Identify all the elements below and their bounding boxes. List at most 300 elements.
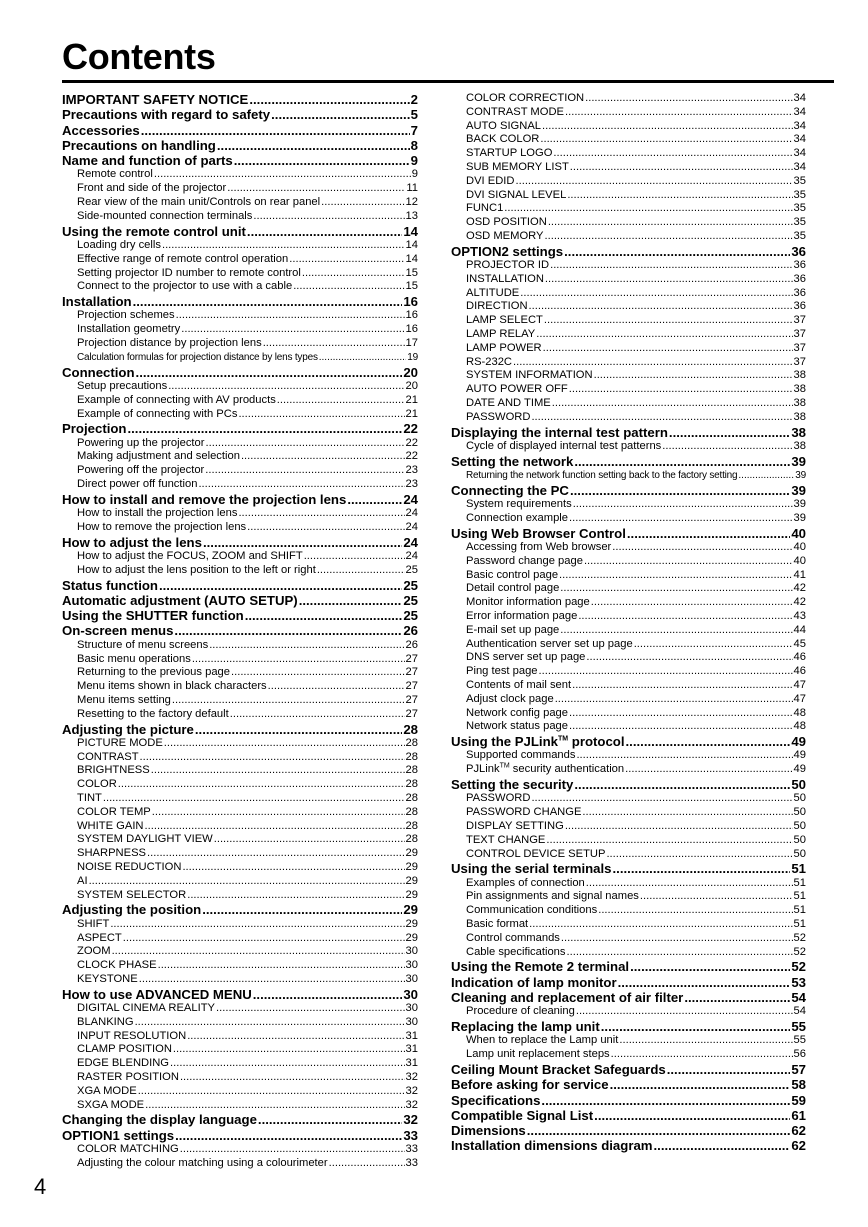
toc-section-entry[interactable] xyxy=(451,959,806,974)
toc-subsection-entry[interactable] xyxy=(62,806,418,820)
toc-section-entry[interactable] xyxy=(62,902,418,917)
toc-entry-title: RASTER POSITION xyxy=(77,1070,179,1083)
toc-subsection-entry[interactable] xyxy=(451,287,806,301)
toc-section-entry[interactable] xyxy=(62,107,418,122)
toc-section-entry[interactable] xyxy=(451,1077,806,1092)
toc-subsection-entry[interactable] xyxy=(62,764,418,778)
toc-section-entry[interactable] xyxy=(451,244,806,259)
toc-section-entry[interactable] xyxy=(451,1062,806,1077)
toc-subsection-entry[interactable] xyxy=(62,1057,418,1071)
toc-section-entry[interactable] xyxy=(451,483,806,498)
toc-entry-page: 5 xyxy=(410,107,418,123)
toc-subsection-entry[interactable] xyxy=(62,408,418,422)
toc-subsection-entry[interactable] xyxy=(62,833,418,847)
toc-section-entry[interactable] xyxy=(62,1128,418,1143)
toc-entry-page: 52 xyxy=(791,959,806,975)
toc-subsection-entry[interactable] xyxy=(62,918,418,932)
dot-leader xyxy=(561,932,793,946)
dot-leader xyxy=(172,694,405,708)
toc-subsection-entry[interactable] xyxy=(451,610,806,624)
dot-leader xyxy=(613,861,791,876)
toc-entry-page: 38 xyxy=(793,410,806,423)
toc-entry-title: Using the remote control unit xyxy=(62,223,246,239)
toc-subsection-entry[interactable] xyxy=(451,624,806,638)
toc-entry-title: Setting projector ID number to remote control xyxy=(77,266,301,279)
toc-subsection-entry[interactable] xyxy=(62,751,418,765)
toc-subsection-entry[interactable] xyxy=(451,932,806,946)
dot-leader xyxy=(684,990,790,1005)
toc-subsection-entry[interactable] xyxy=(451,133,806,147)
dot-leader xyxy=(584,555,793,569)
dot-leader xyxy=(245,608,403,623)
dot-leader xyxy=(546,834,792,848)
toc-subsection-entry[interactable] xyxy=(451,314,806,328)
dot-leader xyxy=(560,624,792,638)
toc-subsection-entry[interactable] xyxy=(62,1157,418,1171)
toc-section-entry[interactable] xyxy=(62,722,418,737)
dot-leader xyxy=(249,92,409,107)
toc-subsection-entry[interactable] xyxy=(62,323,418,337)
toc-entry-title: Using the serial terminals xyxy=(451,861,612,877)
toc-entry-page: 32 xyxy=(403,1112,418,1128)
toc-entry-page: 9 xyxy=(410,153,418,169)
toc-entry-title: Resetting to the factory default xyxy=(77,707,229,720)
toc-subsection-entry[interactable] xyxy=(451,92,806,106)
toc-subsection-entry[interactable] xyxy=(62,182,418,196)
toc-subsection-entry[interactable] xyxy=(62,437,418,451)
toc-subsection-entry[interactable] xyxy=(62,820,418,834)
toc-entry-title: BACK COLOR xyxy=(466,133,540,146)
dot-leader xyxy=(564,244,790,259)
toc-subsection-entry[interactable] xyxy=(62,351,418,365)
dot-leader xyxy=(158,959,405,973)
toc-entry-page: 21 xyxy=(405,407,418,420)
toc-subsection-entry[interactable] xyxy=(451,328,806,342)
dot-leader xyxy=(258,1112,402,1127)
toc-subsection-entry[interactable] xyxy=(451,918,806,932)
dot-leader xyxy=(103,792,405,806)
dot-leader xyxy=(205,464,404,478)
toc-entry-page: 54 xyxy=(793,1005,806,1018)
toc-section-entry[interactable] xyxy=(451,734,806,749)
toc-section-entry[interactable] xyxy=(62,123,418,138)
dot-leader xyxy=(520,287,792,301)
dot-leader xyxy=(667,1062,791,1077)
toc-subsection-entry[interactable] xyxy=(62,464,418,478)
toc-subsection-entry[interactable] xyxy=(451,693,806,707)
toc-subsection-entry[interactable] xyxy=(62,792,418,806)
toc-subsection-entry[interactable] xyxy=(62,959,418,973)
toc-entry-title: Authentication server set up page xyxy=(466,637,633,650)
toc-subsection-entry[interactable] xyxy=(451,216,806,230)
toc-entry-page: 7 xyxy=(410,122,418,138)
toc-section-entry[interactable] xyxy=(62,421,418,436)
toc-section-entry[interactable] xyxy=(62,365,418,380)
toc-entry-title: DATE AND TIME xyxy=(466,397,551,410)
dot-leader xyxy=(151,764,405,778)
toc-section-entry[interactable] xyxy=(451,990,806,1005)
toc-entry-title: DVI SIGNAL LEVEL xyxy=(466,188,567,201)
dot-leader xyxy=(738,469,794,483)
toc-subsection-entry[interactable] xyxy=(62,507,418,521)
toc-subsection-entry[interactable] xyxy=(62,309,418,323)
toc-entry-page: 24 xyxy=(403,534,418,550)
dot-leader xyxy=(542,120,793,134)
toc-subsection-entry[interactable] xyxy=(451,596,806,610)
toc-entry-title: BRIGHTNESS xyxy=(77,764,150,777)
toc-subsection-entry[interactable] xyxy=(451,147,806,161)
toc-entry-page: 49 xyxy=(793,749,806,762)
dot-leader xyxy=(329,1157,405,1171)
toc-subsection-entry[interactable] xyxy=(62,1030,418,1044)
toc-subsection-entry[interactable] xyxy=(62,932,418,946)
toc-subsection-entry[interactable] xyxy=(451,1048,806,1062)
toc-entry-page: 28 xyxy=(405,792,418,805)
toc-subsection-entry[interactable] xyxy=(451,569,806,583)
toc-entry-page: 32 xyxy=(405,1070,418,1083)
toc-entry-page: 49 xyxy=(793,763,806,776)
toc-subsection-entry[interactable] xyxy=(451,582,806,596)
toc-section-entry[interactable] xyxy=(451,777,806,792)
toc-entry-title: Returning the network function setting back to the factory setting xyxy=(466,470,738,482)
toc-subsection-entry[interactable] xyxy=(62,196,418,210)
toc-subsection-entry[interactable] xyxy=(451,411,806,425)
toc-subsection-entry[interactable] xyxy=(451,356,806,370)
toc-section-entry[interactable] xyxy=(62,535,418,550)
dot-leader xyxy=(154,168,411,182)
toc-subsection-entry[interactable] xyxy=(451,763,806,777)
toc-entry-page: 33 xyxy=(405,1142,418,1155)
toc-subsection-entry[interactable] xyxy=(62,889,418,903)
toc-subsection-entry[interactable] xyxy=(451,720,806,734)
toc-subsection-entry[interactable] xyxy=(451,904,806,918)
toc-section-entry[interactable] xyxy=(451,975,806,990)
toc-section-entry[interactable] xyxy=(451,1093,806,1108)
dot-leader xyxy=(174,623,402,638)
toc-subsection-entry[interactable] xyxy=(62,680,418,694)
toc-entry-page: 29 xyxy=(405,861,418,874)
toc-entry-title: Connection xyxy=(62,364,135,380)
toc-entry-title: COLOR MATCHING xyxy=(77,1142,179,1155)
dot-leader xyxy=(598,904,792,918)
toc-subsection-entry[interactable] xyxy=(451,259,806,273)
toc-subsection-entry[interactable] xyxy=(451,890,806,904)
toc-section-entry[interactable] xyxy=(451,425,806,440)
toc-subsection-entry[interactable] xyxy=(62,564,418,578)
toc-subsection-entry[interactable] xyxy=(62,1016,418,1030)
toc-subsection-entry[interactable] xyxy=(451,749,806,763)
dot-leader xyxy=(627,526,790,541)
toc-entry-page: 51 xyxy=(793,904,806,917)
dot-leader xyxy=(138,1085,405,1099)
toc-subsection-entry[interactable] xyxy=(62,861,418,875)
toc-subsection-entry[interactable] xyxy=(62,1143,418,1157)
toc-section-entry[interactable] xyxy=(62,608,418,623)
dot-leader xyxy=(625,763,792,777)
toc-subsection-entry[interactable] xyxy=(451,541,806,555)
toc-entry-page: 29 xyxy=(403,902,418,918)
toc-entry-title: Adjusting the position xyxy=(62,902,202,918)
toc-entry-title: Installation xyxy=(62,294,132,310)
toc-subsection-entry[interactable] xyxy=(62,1099,418,1113)
toc-subsection-entry[interactable] xyxy=(451,512,806,526)
toc-entry-page: 14 xyxy=(403,223,418,239)
toc-subsection-entry[interactable] xyxy=(62,239,418,253)
toc-subsection-entry[interactable] xyxy=(451,202,806,216)
toc-subsection-entry[interactable] xyxy=(451,273,806,287)
toc-subsection-entry[interactable] xyxy=(62,847,418,861)
dot-leader xyxy=(234,153,410,168)
toc-entry-page: 15 xyxy=(405,266,418,279)
toc-subsection-entry[interactable] xyxy=(62,1085,418,1099)
dot-leader xyxy=(217,138,410,153)
toc-entry-title: Calculation formulas for projection distance by lens types xyxy=(77,351,318,363)
toc-entry-page: 51 xyxy=(793,876,806,889)
toc-subsection-entry[interactable] xyxy=(62,380,418,394)
toc-subsection-entry[interactable] xyxy=(62,337,418,351)
toc-subsection-entry[interactable] xyxy=(451,638,806,652)
toc-entry-title: LAMP POWER xyxy=(466,341,542,354)
toc-entry-title: Status function xyxy=(62,577,158,593)
toc-subsection-entry[interactable] xyxy=(451,792,806,806)
toc-section-entry[interactable] xyxy=(451,1123,806,1138)
toc-entry-title: Rear view of the main unit/Controls on rear panel xyxy=(77,196,321,209)
toc-entry-page: 49 xyxy=(791,734,806,750)
toc-subsection-entry[interactable] xyxy=(62,478,418,492)
toc-entry-page: 57 xyxy=(791,1061,806,1077)
toc-subsection-entry[interactable] xyxy=(451,383,806,397)
toc-section-entry[interactable] xyxy=(451,1138,806,1153)
dot-leader xyxy=(619,1034,792,1048)
dot-leader xyxy=(140,751,405,765)
toc-subsection-entry[interactable] xyxy=(62,280,418,294)
toc-section-entry[interactable] xyxy=(62,578,418,593)
toc-entry-page: 12 xyxy=(405,196,418,209)
trademark-superscript: TM xyxy=(557,735,569,743)
dot-leader xyxy=(576,749,792,763)
toc-section-entry[interactable] xyxy=(451,526,806,541)
toc-entry-page: 53 xyxy=(791,974,806,990)
toc-entry-page: 46 xyxy=(793,665,806,678)
toc-subsection-entry[interactable] xyxy=(451,820,806,834)
toc-entry-page: 40 xyxy=(793,541,806,553)
toc-subsection-entry[interactable] xyxy=(62,267,418,281)
dot-leader xyxy=(175,1128,402,1143)
toc-entry-title: Returning to the previous page xyxy=(77,666,230,679)
toc-section-entry[interactable] xyxy=(62,138,418,153)
toc-subsection-entry[interactable] xyxy=(62,778,418,792)
toc-entry-page: 28 xyxy=(403,721,418,737)
dot-leader xyxy=(277,394,405,408)
toc-subsection-entry[interactable] xyxy=(451,806,806,820)
toc-section-entry[interactable] xyxy=(62,92,418,107)
dot-leader xyxy=(263,337,405,351)
toc-subsection-entry[interactable] xyxy=(451,469,806,483)
toc-entry-page: 28 xyxy=(405,819,418,832)
toc-subsection-entry[interactable] xyxy=(62,1043,418,1057)
dot-leader xyxy=(544,314,793,328)
toc-section-entry[interactable] xyxy=(62,224,418,239)
toc-subsection-entry[interactable] xyxy=(451,300,806,314)
toc-section-entry[interactable] xyxy=(62,153,418,168)
toc-entry-title: Specifications xyxy=(451,1092,541,1108)
toc-subsection-entry[interactable] xyxy=(62,1002,418,1016)
toc-entry-title: Changing the display language xyxy=(62,1112,257,1128)
toc-subsection-entry[interactable] xyxy=(451,834,806,848)
dot-leader xyxy=(139,973,405,987)
toc-subsection-entry[interactable] xyxy=(62,639,418,653)
toc-entry-page: 14 xyxy=(405,252,418,265)
toc-subsection-entry[interactable] xyxy=(451,1005,806,1019)
toc-entry-title: OPTION2 settings xyxy=(451,243,564,259)
toc-entry-title: COLOR CORRECTION xyxy=(466,92,585,104)
toc-entry-title: CONTRAST MODE xyxy=(466,105,564,118)
dot-leader xyxy=(181,323,404,337)
toc-entry-title: DNS server set up page xyxy=(466,651,586,664)
toc-subsection-entry[interactable] xyxy=(451,342,806,356)
toc-subsection-entry[interactable] xyxy=(62,737,418,751)
toc-subsection-entry[interactable] xyxy=(451,679,806,693)
toc-entry-page: 30 xyxy=(405,959,418,972)
toc-subsection-entry[interactable] xyxy=(62,945,418,959)
dot-leader xyxy=(560,582,792,596)
toc-subsection-entry[interactable] xyxy=(62,210,418,224)
dot-leader xyxy=(135,1016,405,1030)
toc-subsection-entry[interactable] xyxy=(62,653,418,667)
toc-section-entry[interactable] xyxy=(451,861,806,876)
toc-entry-title: SHARPNESS xyxy=(77,847,147,860)
toc-section-entry[interactable] xyxy=(62,1112,418,1127)
toc-section-entry[interactable] xyxy=(451,1019,806,1034)
dot-leader xyxy=(170,1057,405,1071)
toc-entry-title: TINT xyxy=(77,792,102,805)
toc-entry-title: SUB MEMORY LIST xyxy=(466,160,569,173)
toc-subsection-entry[interactable] xyxy=(451,230,806,244)
toc-subsection-entry[interactable] xyxy=(451,369,806,383)
toc-entry-title: Powering up the projector xyxy=(77,436,205,449)
toc-entry-page: 30 xyxy=(405,1002,418,1014)
toc-section-entry[interactable] xyxy=(451,1108,806,1123)
dot-leader xyxy=(319,351,407,365)
toc-entry-page: 35 xyxy=(793,229,806,242)
dot-leader xyxy=(230,708,405,722)
toc-subsection-entry[interactable] xyxy=(451,161,806,175)
dot-leader xyxy=(567,946,793,960)
toc-entry-page: 51 xyxy=(793,890,806,903)
toc-entry-page: 47 xyxy=(793,692,806,705)
toc-section-entry[interactable] xyxy=(62,492,418,507)
toc-entry-page: 24 xyxy=(403,491,418,507)
toc-entry-title: Making adjustment and selection xyxy=(77,450,240,463)
toc-entry-title: INPUT RESOLUTION xyxy=(77,1029,187,1042)
toc-subsection-entry[interactable] xyxy=(451,946,806,960)
dot-leader xyxy=(541,1093,790,1108)
toc-entry-page: 27 xyxy=(405,652,418,665)
toc-subsection-entry[interactable] xyxy=(451,1034,806,1048)
toc-entry-page: 39 xyxy=(795,470,806,482)
toc-subsection-entry[interactable] xyxy=(62,973,418,987)
toc-section-entry[interactable] xyxy=(62,294,418,309)
dot-leader xyxy=(214,833,405,847)
toc-subsection-entry[interactable] xyxy=(62,666,418,680)
toc-section-entry[interactable] xyxy=(62,593,418,608)
toc-subsection-entry[interactable] xyxy=(451,651,806,665)
toc-subsection-entry[interactable] xyxy=(451,707,806,721)
toc-entry-title: PROJECTOR ID xyxy=(466,259,550,272)
dot-leader xyxy=(569,720,793,734)
toc-section-entry[interactable] xyxy=(62,987,418,1002)
dot-leader xyxy=(299,593,403,608)
toc-subsection-entry[interactable] xyxy=(451,440,806,454)
toc-entry-title: Cycle of displayed internal test patterns xyxy=(466,439,662,452)
dot-leader xyxy=(572,679,792,693)
toc-entry-page: 38 xyxy=(793,439,806,452)
toc-entry-title: ALTITUDE xyxy=(466,286,520,299)
dot-leader xyxy=(585,92,792,106)
dot-leader xyxy=(582,806,792,820)
toc-entry-title: Contents of mail sent xyxy=(466,678,572,691)
dot-leader xyxy=(192,653,405,667)
toc-subsection-entry[interactable] xyxy=(451,877,806,891)
toc-entry-page: 39 xyxy=(791,453,806,469)
dot-leader xyxy=(187,889,404,903)
toc-entry-title: Example of connecting with AV products xyxy=(77,393,276,406)
toc-subsection-entry[interactable] xyxy=(62,450,418,464)
toc-section-entry[interactable] xyxy=(451,454,806,469)
toc-entry-page: 20 xyxy=(403,364,418,380)
toc-entry-title: E-mail set up page xyxy=(466,623,560,636)
toc-subsection-entry[interactable] xyxy=(62,875,418,889)
toc-entry-title: How to adjust the FOCUS, ZOOM and SHIFT xyxy=(77,550,303,562)
dot-leader xyxy=(182,861,404,875)
toc-entry-title: Menu items shown in black characters xyxy=(77,680,267,693)
toc-entry-title: Front and side of the projector xyxy=(77,182,227,195)
toc-subsection-entry[interactable] xyxy=(62,394,418,408)
dot-leader xyxy=(321,196,404,210)
toc-subsection-entry[interactable] xyxy=(62,168,418,182)
toc-entry-page: 46 xyxy=(793,651,806,664)
toc-entry-title: Setup precautions xyxy=(77,379,168,392)
dot-leader xyxy=(247,224,402,239)
toc-entry-title: Structure of menu screens xyxy=(77,638,209,651)
dot-leader xyxy=(173,1043,405,1057)
toc-entry-page: 30 xyxy=(405,1015,418,1028)
toc-entry-page: 27 xyxy=(405,666,418,679)
toc-section-entry[interactable] xyxy=(62,623,418,638)
toc-subsection-entry[interactable] xyxy=(62,694,418,708)
toc-subsection-entry[interactable] xyxy=(451,120,806,134)
toc-subsection-entry[interactable] xyxy=(451,555,806,569)
dot-leader xyxy=(569,512,793,526)
dot-leader xyxy=(162,239,405,253)
toc-entry-title: SYSTEM INFORMATION xyxy=(466,369,593,382)
toc-entry-title: Examples of connection xyxy=(466,876,585,889)
toc-subsection-entry[interactable] xyxy=(451,175,806,189)
toc-subsection-entry[interactable] xyxy=(451,106,806,120)
toc-subsection-entry[interactable] xyxy=(62,550,418,564)
toc-subsection-entry[interactable] xyxy=(451,397,806,411)
toc-subsection-entry[interactable] xyxy=(451,498,806,512)
dot-leader xyxy=(565,820,793,834)
toc-subsection-entry[interactable] xyxy=(451,848,806,862)
toc-subsection-entry[interactable] xyxy=(62,708,418,722)
toc-subsection-entry[interactable] xyxy=(62,1071,418,1085)
toc-subsection-entry[interactable] xyxy=(451,665,806,679)
toc-subsection-entry[interactable] xyxy=(451,189,806,203)
toc-subsection-entry[interactable] xyxy=(62,521,418,535)
toc-entry-title: When to replace the Lamp unit xyxy=(466,1034,619,1047)
toc-subsection-entry[interactable] xyxy=(62,253,418,267)
